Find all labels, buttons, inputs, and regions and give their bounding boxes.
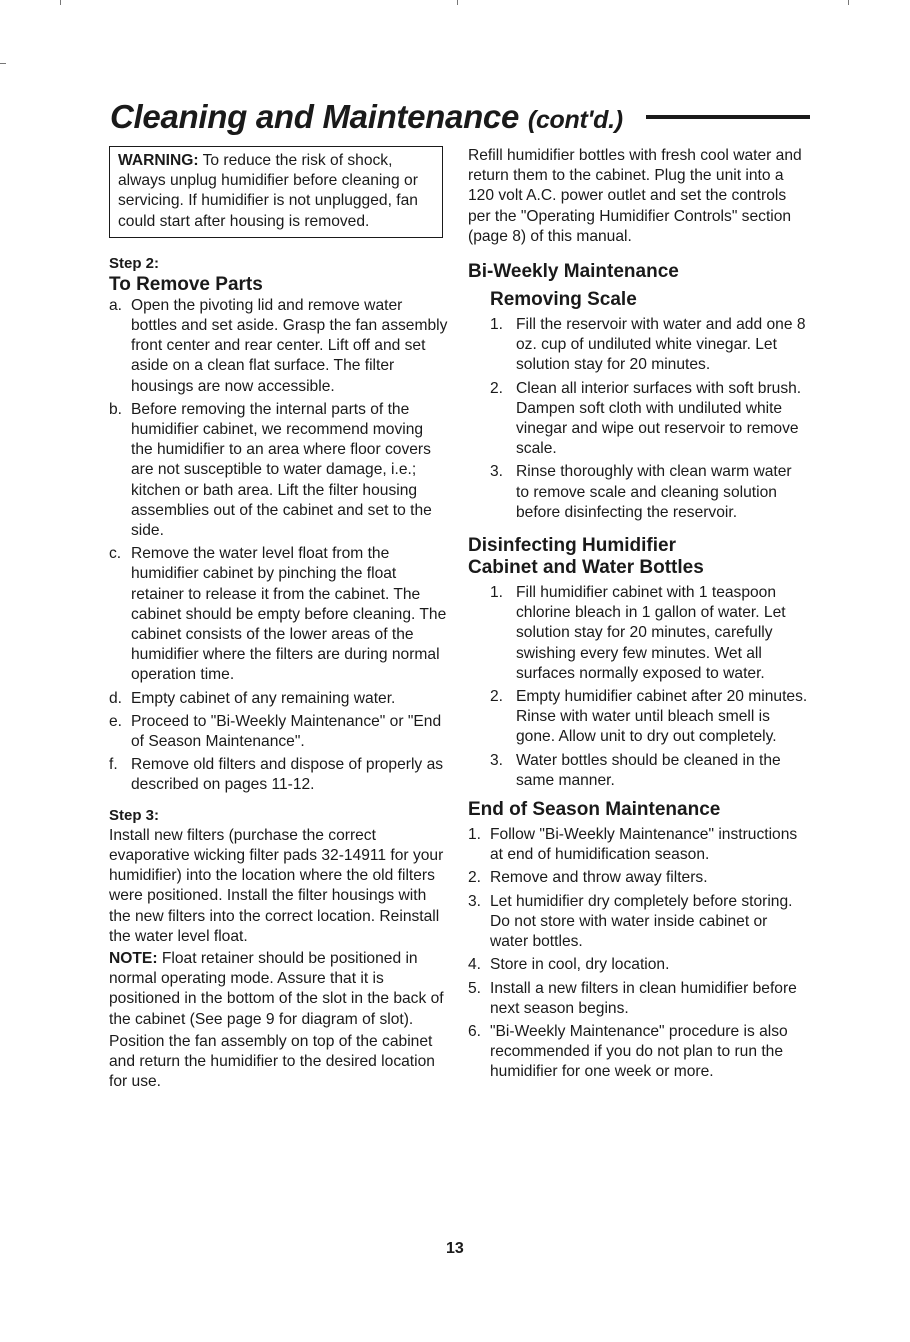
- note-text: Float retainer should be positioned in normal operating mode. Assure that it is positioned in the bottom of the slot in the back of the cabinet (See page 9 for diagram of slot).: [109, 949, 444, 1028]
- list-marker: 2.: [468, 869, 482, 887]
- list-marker: 5.: [468, 979, 482, 997]
- list-marker: 4.: [468, 956, 482, 974]
- page-title-row: [110, 98, 810, 144]
- list-item-text: Empty humidifier cabinet after 20 minutes. Rinse with water until bleach smell is gone. Allow unit to dry out completely.: [516, 688, 808, 746]
- list-item-text: "Bi-Weekly Maintenance" procedure is also recommended if you do not plan to run the humidifier for one week or more.: [490, 1022, 788, 1081]
- list-item-text: Fill humidifier cabinet with 1 teaspoon chlorine bleach in 1 gallon of water. Let solution stay for 20 minutes, carefully swishing every few minutes. Wet all surfaces normally exposed to water.: [516, 584, 786, 682]
- disinfecting-list: [490, 583, 808, 791]
- removing-scale-heading: Removing Scale: [490, 289, 637, 311]
- list-item: [109, 755, 449, 795]
- left-column: [109, 146, 449, 1092]
- scan-tick-mark: [457, 0, 458, 5]
- list-item-text: Water bottles should be cleaned in the same manner.: [516, 751, 781, 789]
- list-marker: 2.: [490, 379, 504, 397]
- removing-scale-section: [468, 289, 808, 523]
- warning-label: WARNING:: [118, 152, 199, 169]
- list-item-text: Before removing the internal parts of the humidifier cabinet, we recommend moving the humidifier to an area where floor covers are not susceptible to water damage, i.e.; kitchen or bath area. Lift the filter housing assemblies out of the cabinet and set to the side.: [131, 400, 432, 540]
- removing-scale-list: [490, 315, 808, 523]
- list-item: [468, 979, 808, 1019]
- list-marker: 1.: [490, 316, 504, 334]
- scan-tick-mark: [848, 0, 849, 5]
- list-item: [468, 1022, 808, 1083]
- remove-parts-list: [109, 296, 449, 796]
- list-item: [468, 955, 808, 975]
- page-number: 13: [446, 1240, 464, 1257]
- note-label: NOTE:: [109, 949, 158, 967]
- step2-label: Step 2:: [109, 254, 160, 272]
- title-rule: [646, 115, 810, 119]
- list-item-text: Follow "Bi-Weekly Maintenance" instructions at end of humidification season.: [490, 826, 798, 864]
- warning-text: To reduce the risk of shock, always unplug humidifier before cleaning or servicing. If humidifier is not unplugged, fan could start after housing is removed.: [118, 152, 418, 230]
- right-column: [468, 146, 808, 1086]
- list-item-text: Remove old filters and dispose of properly as described on pages 11-12.: [131, 756, 444, 794]
- refill-paragraph: Refill humidifier bottles with fresh cool water and return them to the cabinet. Plug the unit into a 120 volt A.C. power outlet and set the controls per the "Operating Humidifier Controls" section (page 8) of this manual.: [468, 147, 802, 245]
- list-item: [468, 825, 808, 865]
- disinfecting-heading-line2: Cabinet and Water Bottles: [468, 557, 704, 579]
- list-item-text: Rinse thoroughly with clean warm water to remove scale and cleaning solution before disinfecting the reservoir.: [516, 463, 792, 521]
- list-item: [468, 892, 808, 953]
- list-item: [109, 689, 449, 709]
- list-item-text: Proceed to "Bi-Weekly Maintenance" or "End of Season Maintenance".: [131, 712, 442, 751]
- list-item-text: Store in cool, dry location.: [490, 956, 670, 974]
- bi-weekly-heading: Bi-Weekly Maintenance: [468, 261, 679, 283]
- disinfecting-heading: [468, 535, 808, 579]
- list-item: [109, 712, 449, 752]
- list-marker: 1.: [468, 826, 482, 844]
- list-item-text: Let humidifier dry completely before storing. Do not store with water inside cabinet or water bottles.: [490, 892, 793, 951]
- end-of-season-heading: End of Season Maintenance: [468, 799, 721, 821]
- list-marker: f.: [109, 756, 118, 774]
- step3-label: Step 3:: [109, 806, 160, 824]
- note-paragraph: [109, 949, 449, 1030]
- list-item: [490, 687, 808, 748]
- list-marker: c.: [109, 545, 122, 563]
- list-marker: 6.: [468, 1022, 482, 1040]
- list-item: [109, 544, 449, 685]
- end-of-season-list: [468, 825, 808, 1082]
- list-item-text: Install a new filters in clean humidifier before next season begins.: [490, 979, 797, 1017]
- list-item: [109, 400, 449, 541]
- list-marker: 3.: [468, 892, 482, 910]
- list-marker: 3.: [490, 463, 504, 481]
- disinfecting-heading-line1: Disinfecting Humidifier: [468, 535, 676, 557]
- step3-paragraph: Install new filters (purchase the correct evaporative wicking filter pads 32-14911 for your humidifier) into the location where the old filters were positioned. Install the filter housings with the new filters into the correct location. Reinstall the water level float.: [109, 826, 444, 945]
- list-item: [490, 379, 808, 460]
- list-item-text: Remove the water level float from the humidifier cabinet by pinching the float retainer to release it from the cabinet. The cabinet should be empty before cleaning. The cabinet consists of the lower areas of the humidifier where the filters are during normal operation time.: [131, 545, 447, 684]
- list-item: [490, 462, 808, 523]
- list-item-text: Open the pivoting lid and remove water bottles and set aside. Grasp the fan assembly front center and rear center. Lift off and set aside on a clean flat surface. The filter housings are now accessible.: [131, 296, 448, 395]
- list-item: [490, 583, 808, 684]
- scan-tick-mark: [60, 0, 61, 5]
- page-title-text: Cleaning and Maintenance: [110, 98, 520, 135]
- list-marker: 2.: [490, 688, 504, 706]
- list-item: [109, 296, 449, 397]
- page-title-suffix: (cont'd.): [527, 106, 623, 134]
- list-item-text: Fill the reservoir with water and add one 8 oz. cup of undiluted white vinegar. Let solution stay for 20 minutes.: [516, 316, 806, 374]
- step3-paragraph-2: Position the fan assembly on top of the cabinet and return the humidifier to the desired location for use.: [109, 1032, 435, 1091]
- list-item: [490, 751, 808, 791]
- page-title: [110, 98, 623, 136]
- list-item-text: Empty cabinet of any remaining water.: [131, 689, 396, 707]
- list-item-text: Clean all interior surfaces with soft brush. Dampen soft cloth with undiluted white vinegar and wipe out reservoir to remove scale.: [516, 379, 802, 458]
- list-marker: a.: [109, 296, 123, 314]
- list-marker: e.: [109, 712, 123, 730]
- warning-box: [109, 146, 443, 238]
- to-remove-parts-heading: To Remove Parts: [109, 273, 263, 295]
- list-item-text: Remove and throw away filters.: [490, 869, 708, 887]
- list-marker: 1.: [490, 584, 504, 602]
- list-marker: 3.: [490, 751, 504, 769]
- list-marker: d.: [109, 689, 123, 707]
- list-marker: b.: [109, 400, 123, 418]
- disinfecting-section: [468, 535, 808, 791]
- list-item: [490, 315, 808, 376]
- list-item: [468, 868, 808, 888]
- scan-tick-mark: [0, 63, 6, 64]
